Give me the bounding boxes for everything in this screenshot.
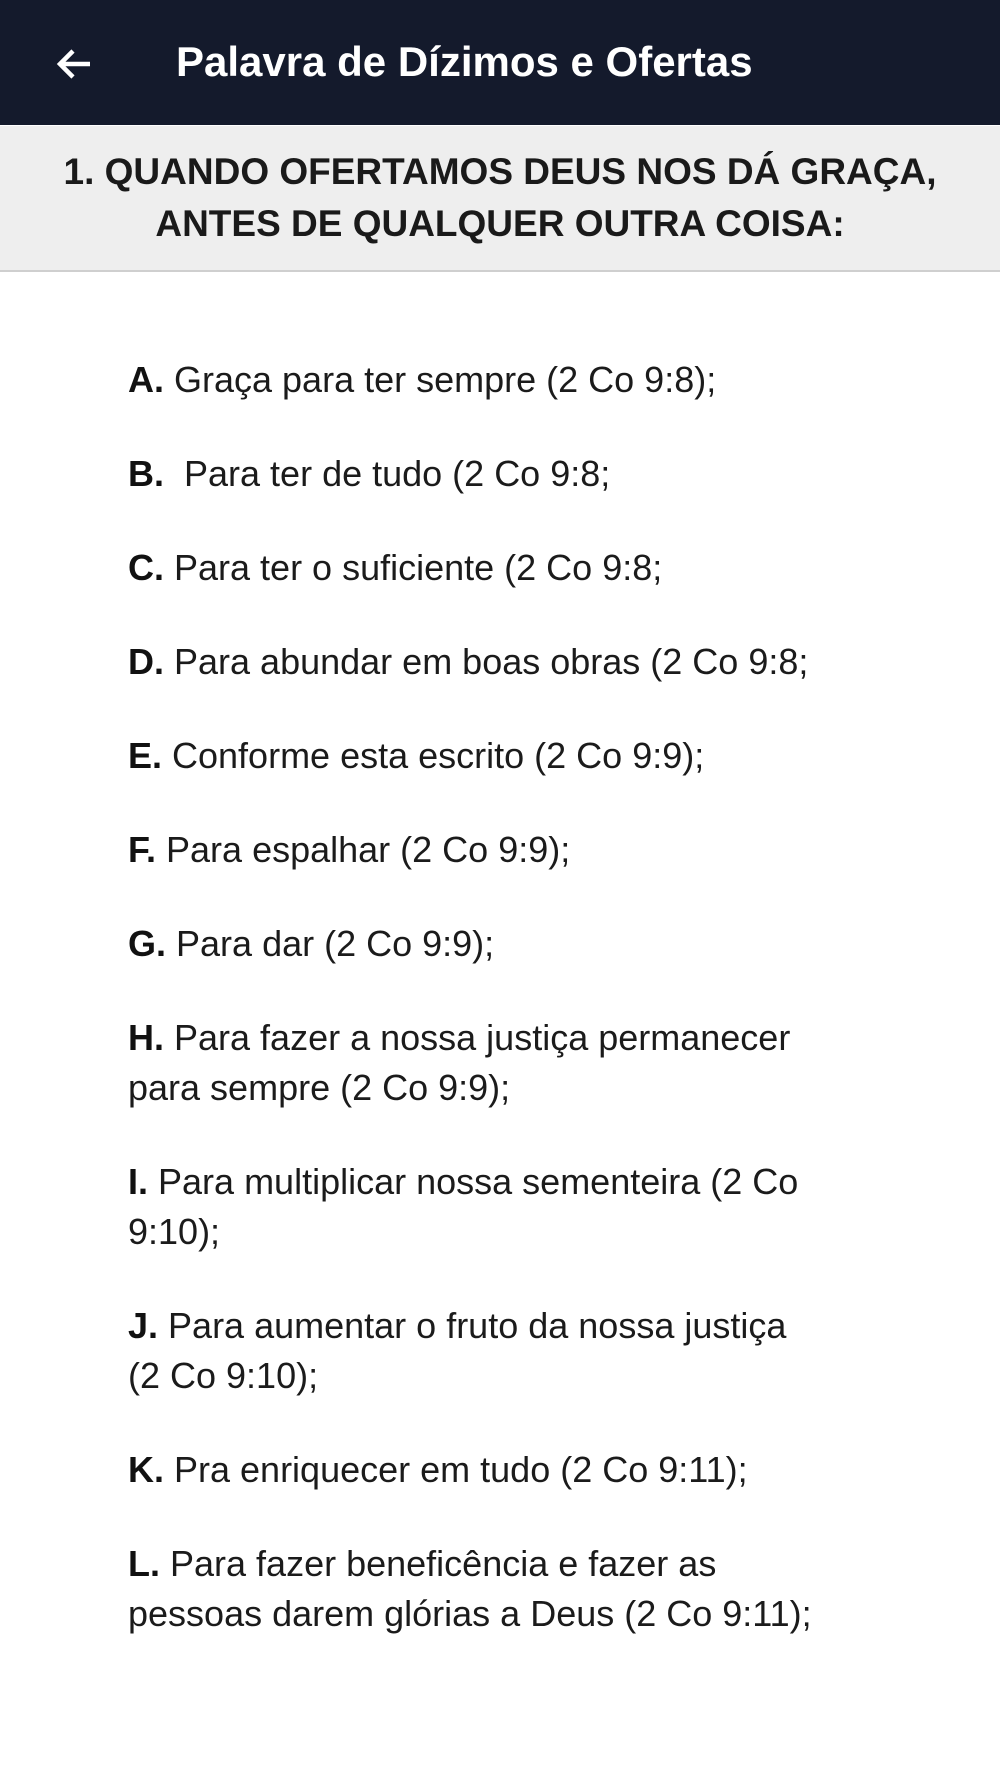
answer-letter: F. (128, 829, 157, 870)
answer-letter: D. (128, 641, 164, 682)
answer-letter: I. (128, 1161, 149, 1202)
question-text: 1. QUANDO OFERTAMOS DEUS NOS DÁ GRAÇA, ANTES DE QUALQUER OUTRA COISA: (63, 151, 937, 244)
answer-item (128, 919, 828, 969)
answer-text: Para fazer a nossa justiça permanecer para sempre (2 Co 9:9); (128, 1017, 791, 1108)
answer-letter: H. (128, 1017, 164, 1058)
answer-letter: K. (128, 1449, 164, 1490)
arrow-left-icon (54, 44, 94, 84)
answer-text: Para ter o suficiente (2 Co 9:8; (164, 547, 663, 588)
answer-list (128, 355, 828, 1683)
question-header (0, 126, 1000, 272)
app-bar (0, 0, 1000, 125)
answer-text: Para espalhar (2 Co 9:9); (156, 829, 571, 870)
answer-letter: G. (128, 923, 167, 964)
answer-item (128, 543, 828, 593)
answer-text: Para dar (2 Co 9:9); (166, 923, 495, 964)
answer-letter: J. (128, 1305, 159, 1346)
answer-item (128, 825, 828, 875)
answer-text: Para aumentar o fruto da nossa justiça (2 Co 9:10); (128, 1305, 787, 1396)
answer-letter: L. (128, 1543, 160, 1584)
answer-item (128, 1301, 828, 1401)
answer-text: Para multiplicar nossa sementeira (2 Co 9:10); (128, 1161, 799, 1252)
answer-text: Para ter de tudo (2 Co 9:8; (164, 453, 611, 494)
answer-text: Para abundar em boas obras (2 Co 9:8; (164, 641, 809, 682)
answer-letter: E. (128, 735, 163, 776)
answer-letter: C. (128, 547, 164, 588)
answer-item (128, 637, 828, 687)
answer-item (128, 449, 828, 499)
answer-text: Graça para ter sempre (2 Co 9:8); (164, 359, 717, 400)
answer-item (128, 355, 828, 405)
answer-letter: A. (128, 359, 164, 400)
answer-item (128, 1539, 828, 1639)
answer-text: Conforme esta escrito (2 Co 9:9); (162, 735, 705, 776)
answer-item (128, 1157, 828, 1257)
page-title: Palavra de Dízimos e Ofertas (176, 38, 753, 85)
answer-item (128, 1445, 828, 1495)
answer-letter: B. (128, 453, 164, 494)
answer-text: Pra enriquecer em tudo (2 Co 9:11); (164, 1449, 748, 1490)
answer-item (128, 1013, 828, 1113)
answer-item (128, 731, 828, 781)
answer-text: Para fazer beneficência e fazer as pessoas darem glórias a Deus (2 Co 9:11); (128, 1543, 812, 1634)
back-button[interactable] (44, 34, 104, 94)
